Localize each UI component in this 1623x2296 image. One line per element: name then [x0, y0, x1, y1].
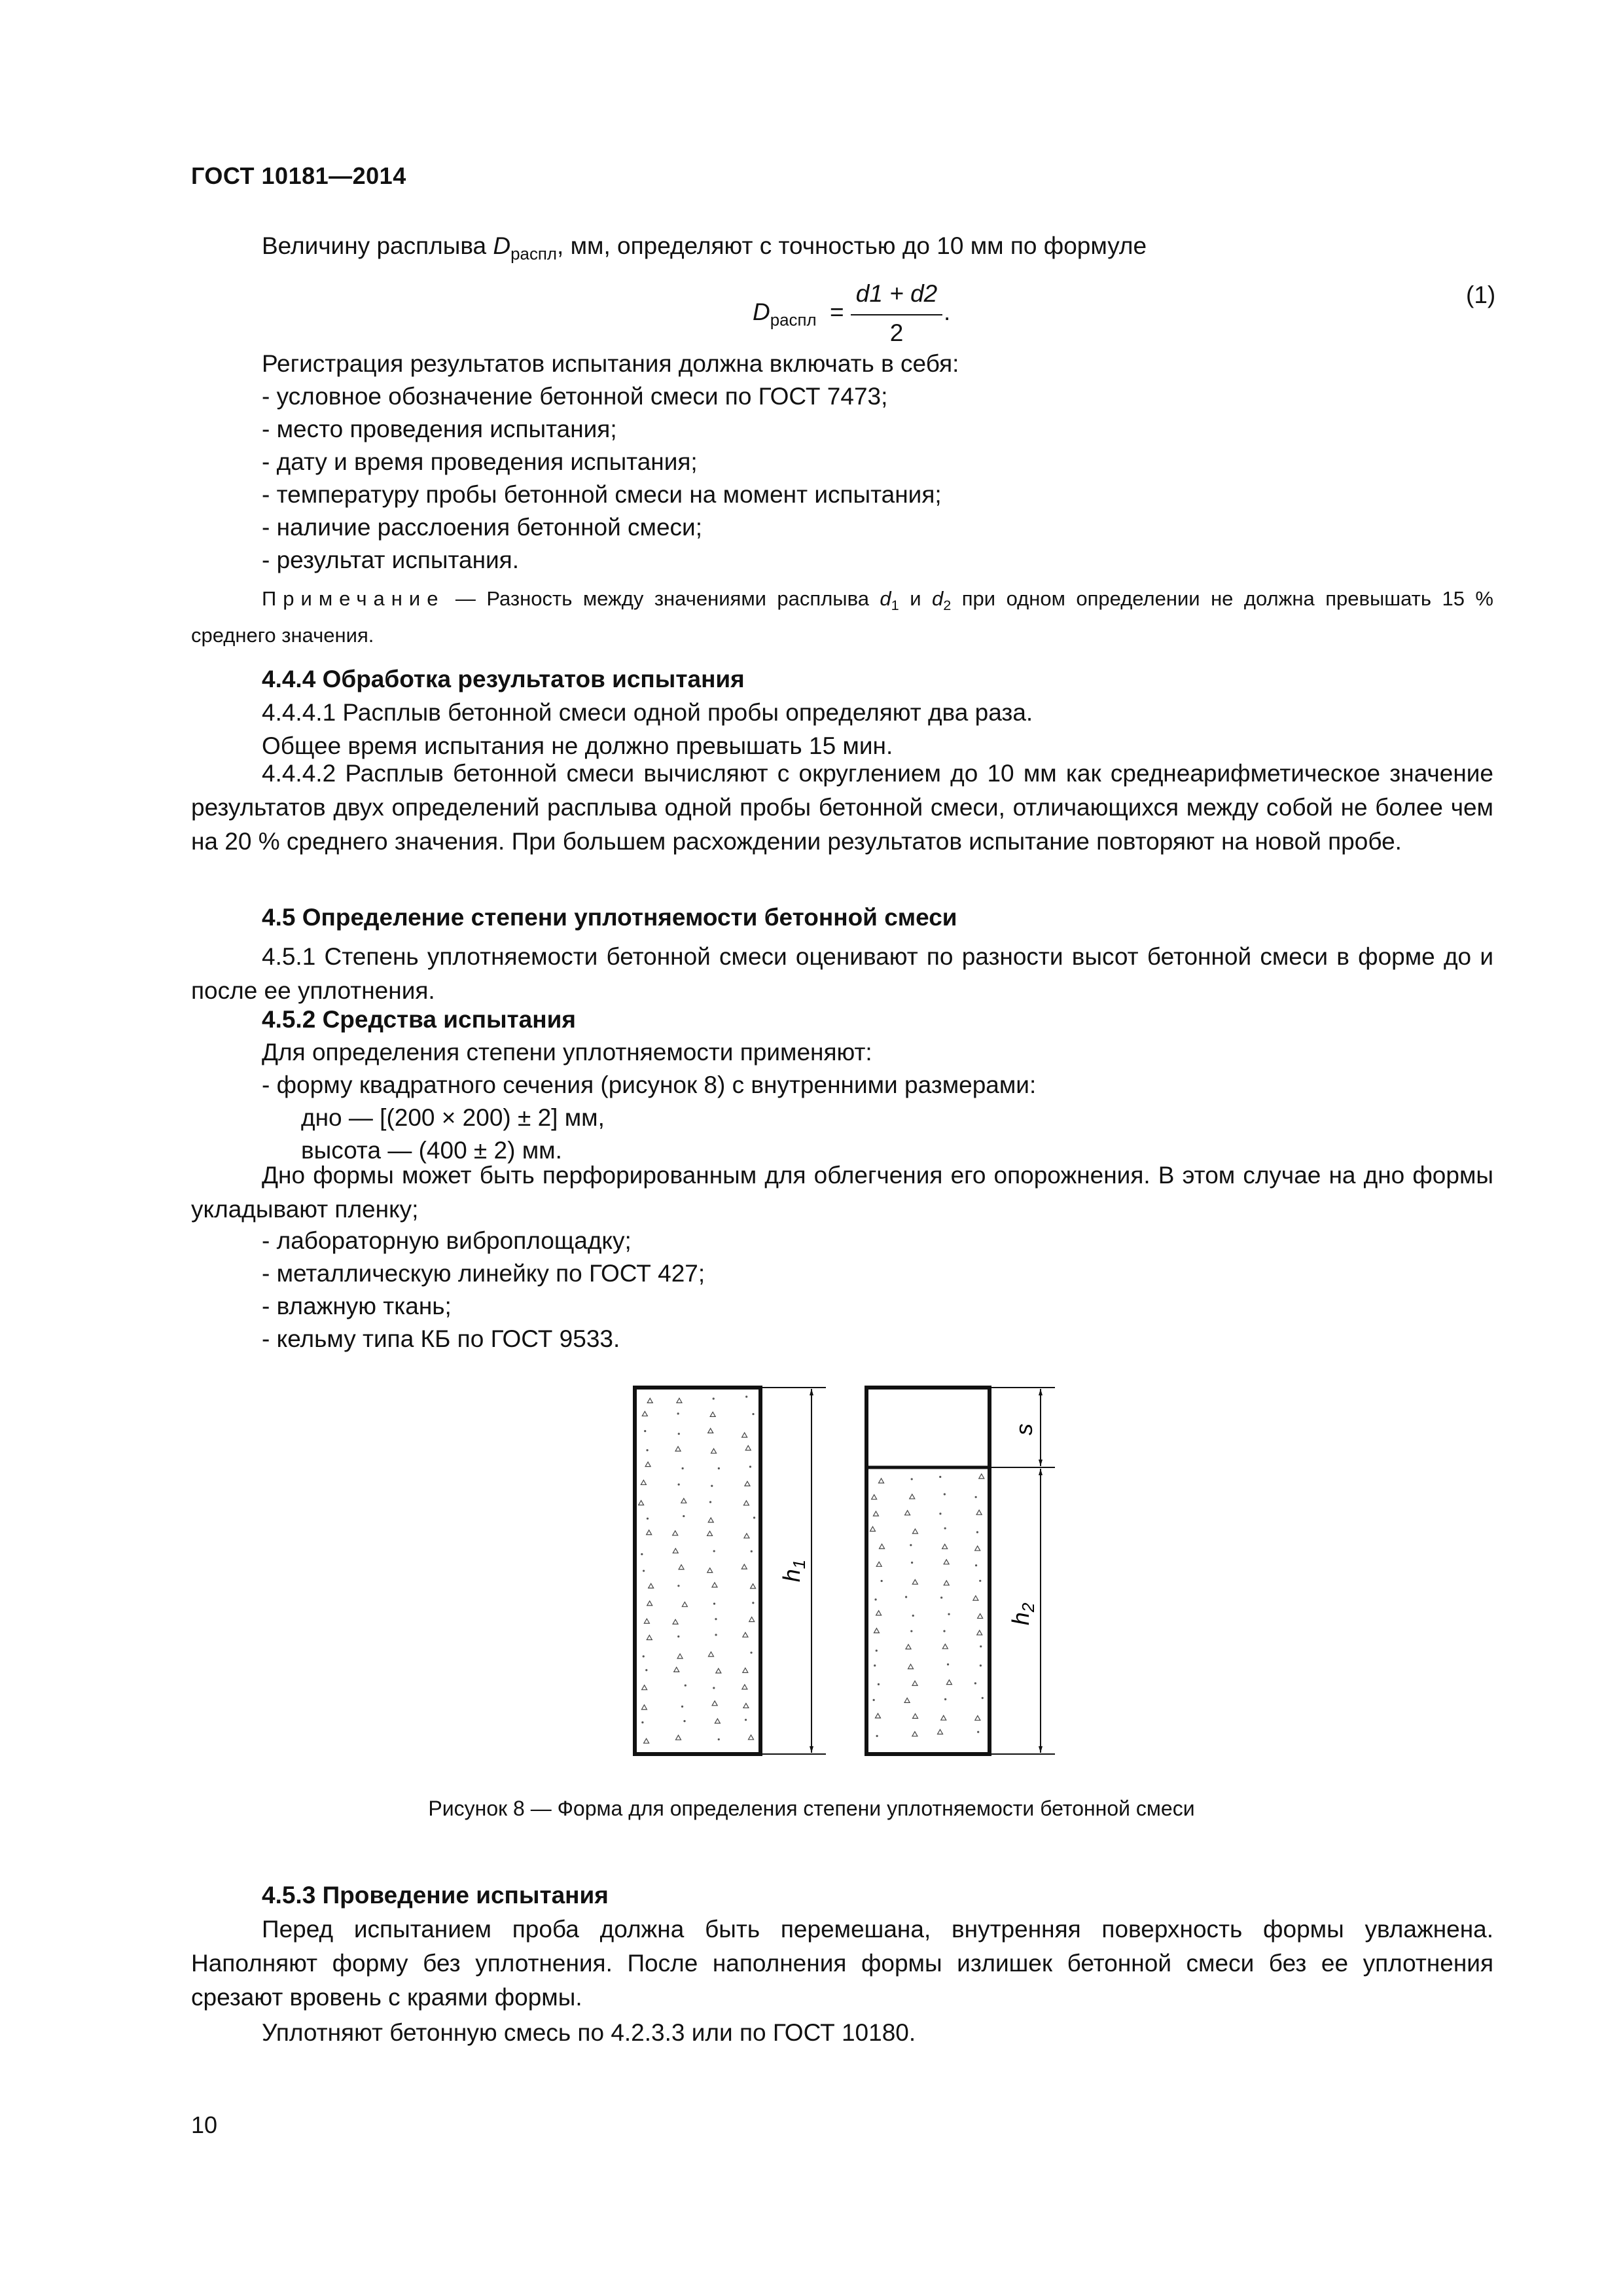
aggregate-dot: [677, 1636, 679, 1638]
aggregate-dot: [939, 1476, 941, 1478]
form-after-compaction: [866, 1388, 990, 1754]
aggregate-dot: [910, 1630, 912, 1632]
intro-suffix: , мм, определяют с точностью до 10 мм по формуле: [557, 232, 1147, 259]
aggregate-dot: [713, 1550, 715, 1552]
note-d1: d: [880, 587, 891, 610]
aggregate-dot: [905, 1596, 907, 1598]
aggregate-dot: [641, 1721, 643, 1723]
aggregate-dot: [876, 1735, 878, 1737]
aggregate-dot: [752, 1602, 754, 1604]
section-heading-4-4-4: 4.4.4 Обработка результатов испытания: [262, 666, 745, 692]
registration-item: - результат испытания.: [262, 547, 519, 573]
aggregate-dot: [975, 1564, 977, 1566]
aggregate-dot: [944, 1493, 946, 1495]
note-d2: d: [931, 587, 944, 610]
aggregate-dot: [948, 1613, 950, 1615]
paragraph-time: Общее время испытания не должно превышать 15 мин.: [262, 732, 893, 759]
aggregate-dot: [681, 1706, 683, 1708]
equipment-lead: Для определения степени уплотняемости применяют:: [262, 1039, 872, 1066]
aggregate-dot: [753, 1516, 755, 1518]
note-and: и: [899, 587, 932, 610]
paragraph-4-4-4-2: 4.4.4.2 Расплыв бетонной смеси вычисляют с округлением до 10 мм как среднеарифметическое значение результатов двух определений расплыва одной пробы бетонной смеси, отличающихся между собой не более чем на 20 % среднего значения. При большем расхождении результатов испытание повторяют на новой пробе.: [191, 760, 1493, 855]
paragraph-4-4-4-1: 4.4.4.1 Расплыв бетонной смеси одной пробы определяют два раза.: [262, 699, 1033, 726]
aggregate-dot: [683, 1720, 685, 1722]
formula-denominator: 2: [889, 319, 904, 346]
aggregate-dot: [977, 1731, 979, 1733]
h2-label: $h_2$: [1007, 1602, 1038, 1626]
equipment-item: - форму квадратного сечения (рисунок 8) с внутренними размерами:: [262, 1071, 1037, 1098]
aggregate-dot: [647, 1518, 649, 1520]
note-text-1: — Разность между значениями расплыва: [444, 587, 880, 610]
aggregate-dot: [643, 1570, 645, 1571]
page-number: 10: [191, 2111, 218, 2138]
symbol-D: D: [493, 232, 511, 259]
formula-D-sub: раcпл: [770, 311, 817, 330]
dimension-bottom: дно — [(200 × 200) ± 2] мм,: [301, 1104, 605, 1131]
aggregate-dot: [881, 1580, 883, 1582]
aggregate-dot: [677, 1585, 679, 1587]
equipment-item: - влажную ткань;: [262, 1293, 452, 1319]
aggregate-dot: [678, 1483, 680, 1485]
aggregate-dot: [912, 1615, 914, 1617]
aggregate-dot: [750, 1651, 752, 1653]
aggregate-dot: [713, 1397, 715, 1399]
aggregate-dot: [713, 1603, 715, 1605]
formula-numerator: d1 + d2: [855, 280, 938, 307]
form-before-compaction: [635, 1388, 760, 1754]
equation-number: (1): [1466, 281, 1496, 308]
figure-caption: Рисунок 8 — Форма для определения степени уплотняемости бетонной смеси: [428, 1797, 1195, 1820]
aggregate-dot: [749, 1465, 751, 1467]
aggregate-dot: [678, 1433, 680, 1435]
formula-period: .: [944, 298, 951, 325]
aggregate-dot: [751, 1551, 753, 1552]
aggregate-dot: [713, 1687, 715, 1689]
aggregate-dot: [682, 1467, 684, 1469]
section-heading-4-5-2: 4.5.2 Средства испытания: [262, 1006, 576, 1033]
aggregate-dot: [910, 1544, 912, 1546]
document-header: ГОСТ 10181—2014: [191, 162, 406, 189]
aggregate-dot: [982, 1697, 984, 1699]
s-label: s: [1010, 1424, 1037, 1435]
registration-item: - место проведения испытания;: [262, 416, 617, 442]
aggregate-dot: [709, 1501, 711, 1503]
aggregate-dot: [975, 1496, 977, 1498]
aggregate-dot: [745, 1719, 747, 1721]
symbol-D-subscript: раcпл: [510, 245, 558, 264]
aggregate-dot: [683, 1515, 685, 1517]
equipment-item: - лабораторную виброплощадку;: [262, 1227, 632, 1254]
note-label: Примечание: [262, 587, 445, 610]
aggregate-dot: [974, 1682, 976, 1684]
aggregate-dot: [646, 1449, 648, 1451]
equipment-item: - кельму типа КБ по ГОСТ 9533.: [262, 1325, 620, 1352]
aggregate-dot: [745, 1395, 747, 1397]
paragraph-4-5-3-1: Перед испытанием проба должна быть перемешана, внутренняя поверхность формы увлажнена. Наполняют форму без уплотнения. После наполнения формы излишек бетонной смеси без ее уплотнения срезают вровень с краями формы.: [191, 1916, 1493, 2011]
aggregate-dot: [944, 1527, 946, 1529]
paragraph-4-5-1: 4.5.1 Степень уплотняемости бетонной смеси оценивают по разности высот бетонной смеси в форме до и после ее уплотнения.: [191, 943, 1493, 1004]
aggregate-dot: [911, 1562, 913, 1564]
aggregate-dot: [944, 1698, 946, 1700]
aggregate-dot: [874, 1664, 876, 1666]
registration-item: - дату и время проведения испытания;: [262, 448, 698, 475]
aggregate-dot: [976, 1531, 978, 1533]
aggregate-dot: [644, 1430, 646, 1432]
aggregate-dot: [876, 1649, 878, 1651]
section-heading-4-5-3: 4.5.3 Проведение испытания: [262, 1882, 609, 1909]
aggregate-dot: [878, 1683, 880, 1685]
aggregate-dot: [979, 1580, 981, 1582]
aggregate-dot: [715, 1618, 717, 1620]
aggregate-dot: [641, 1553, 643, 1555]
aggregate-dot: [980, 1645, 982, 1647]
aggregate-dot: [718, 1738, 720, 1740]
aggregate-dot: [645, 1669, 647, 1671]
aggregate-dot: [685, 1684, 687, 1686]
aggregate-dot: [711, 1485, 713, 1487]
aggregate-dot: [940, 1596, 942, 1598]
registration-item: - наличие расслоения бетонной смеси;: [262, 514, 702, 541]
note-d2-sub: 2: [943, 597, 952, 614]
aggregate-dot: [718, 1467, 720, 1469]
registration-lead: Регистрация результатов испытания должна включать в себя:: [262, 350, 959, 377]
aggregate-dot: [715, 1634, 717, 1636]
aggregate-dot: [943, 1630, 945, 1632]
section-heading-4-5: 4.5 Определение степени уплотняемости бетонной смеси: [262, 904, 957, 931]
note-text-2: при одном определении не должна превышать 15 % среднего значения.: [191, 587, 1493, 647]
aggregate-dot: [980, 1664, 982, 1666]
paragraph-4-5-3-2: Уплотняют бетонную смесь по 4.2.3.3 или по ГОСТ 10180.: [262, 2019, 916, 2046]
registration-item: - температуру пробы бетонной смеси на момент испытания;: [262, 481, 942, 508]
intro-prefix: Величину расплыва: [262, 232, 493, 259]
formula-equals: =: [830, 298, 844, 325]
aggregate-dot: [874, 1598, 876, 1600]
aggregate-dot: [947, 1663, 949, 1665]
aggregate-dot: [873, 1699, 875, 1701]
h1-label: $h_1$: [778, 1559, 809, 1583]
aggregate-dot: [911, 1478, 913, 1480]
equipment-item: - металлическую линейку по ГОСТ 427;: [262, 1260, 705, 1287]
aggregate-dot: [939, 1513, 941, 1515]
paragraph-form-bottom: Дно формы может быть перфорированным для облегчения его опорожнения. В этом случае на дно формы укладывают пленку;: [191, 1162, 1493, 1223]
registration-item: - условное обозначение бетонной смеси по ГОСТ 7473;: [262, 383, 888, 410]
aggregate-dot: [752, 1413, 754, 1415]
formula-D: D: [753, 298, 770, 325]
note-d1-sub: 1: [891, 597, 899, 614]
aggregate-dot: [677, 1412, 679, 1414]
aggregate-dot: [643, 1655, 645, 1657]
dimension-height: высота — (400 ± 2) мм.: [301, 1137, 562, 1164]
